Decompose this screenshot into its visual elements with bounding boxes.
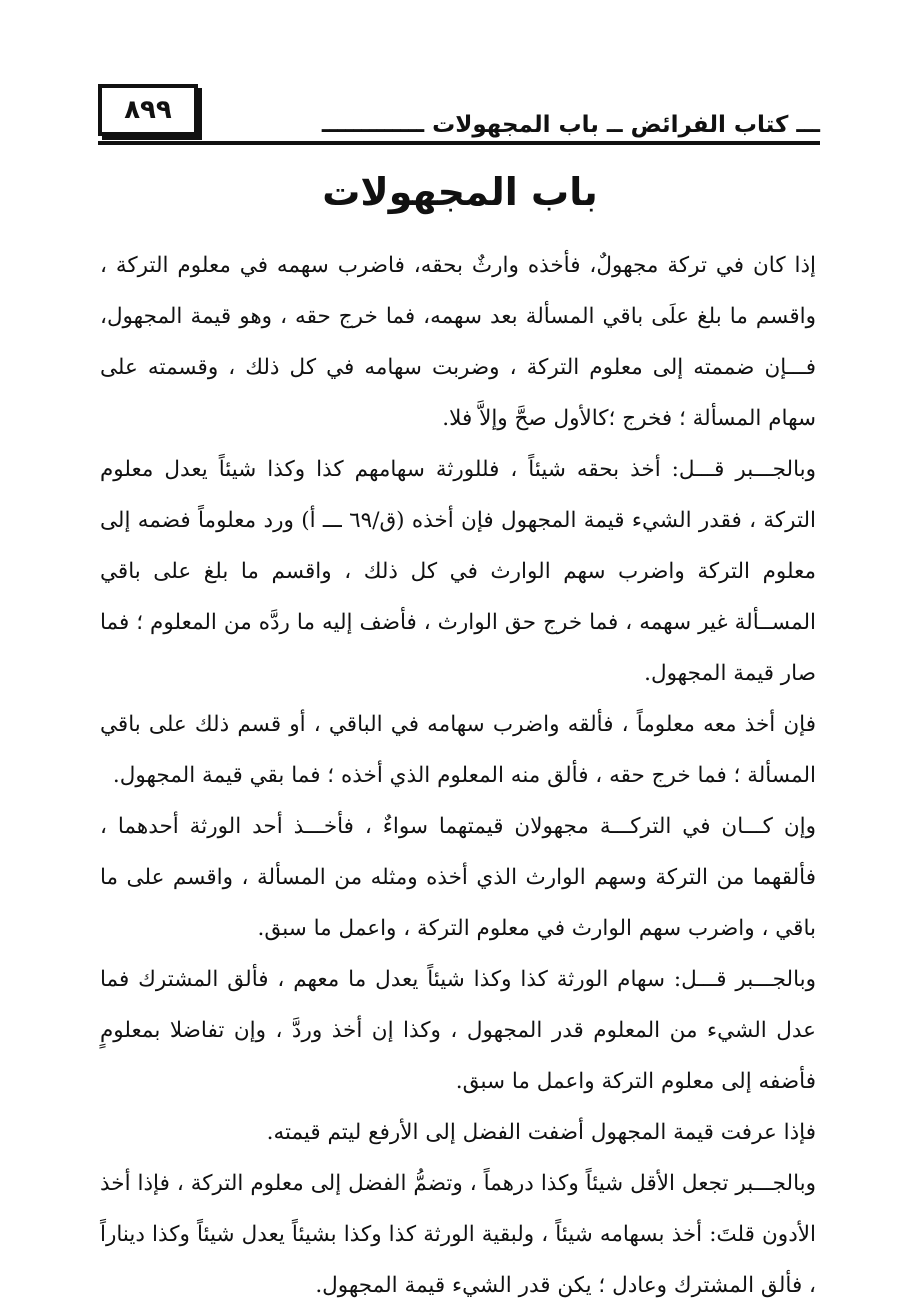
paragraph: إذا كان في تركة مجهولٌ، فأخذه وارثٌ بحقه، فاضرب سهمه في معلوم التركة ، واقسم ما بلغ علَى باقي المسألة بعد سهمه، فما خرج حقه ، وهو قيمة المجهول، فـــإن ضممته إلى معلوم التركة ، وضربت سهامه في كل ذلك ، وقسمته على سهام المسألة ؛ فخرج ؛كالأول صحَّ وإلاَّ فلا. (100, 253, 816, 431)
paragraph: وبالجـــبر قـــل: أخذ بحقه شيئاً ، فللورثة سهامهم كذا وكذا شيئاً يعدل معلوم التركة ، فقدر الشيء قيمة المجهول فإن أخذه (ق/٦٩ ـــ أ) ورد معلوماً فضمه إلى معلوم التركة واضرب سهم الوارث في كل ذلك ، واقسم ما بلغ على باقي المســألة غير سهمه ، فما خرج حق الوارث ، فأضف إليه ما ردَّه من المعلوم ؛ فما صار قيمة المجهول. (100, 457, 816, 686)
paragraph: وبالجـــبر تجعل الأقل شيئاً وكذا درهماً ، وتضمُّ الفضل إلى معلوم التركة ، فإذا أخذ الأدون قلتَ: أخذ بسهامه شيئاً ، ولبقية الورثة كذا وكذا بشيئاً يعدل شيئاً وكذا ديناراً ، فألق المشترك وعادل ؛ يكن قدر الشيء قيمة المجهول. (100, 1171, 816, 1298)
paragraph: وإن كـــان في التركـــة مجهولان قيمتهما سواءٌ ، فأخـــذ أحد الورثة أحدهما ، فألقهما من التركة وسهم الوارث الذي أخذه ومثله من المسألة ، واقسم على ما باقي ، واضرب سهم الوارث في معلوم التركة ، واعمل ما سبق. (100, 814, 816, 941)
chapter-title: باب المجهولات (322, 170, 598, 214)
page-number: ٨٩٩ (98, 84, 198, 136)
paragraph: فإن أخذ معه معلوماً ، فألقه واضرب سهامه في الباقي ، أو قسم ذلك على باقي المسألة ؛ فما خرج حقه ، فألق منه المعلوم الذي أخذه ؛ فما بقي قيمة المجهول. (100, 712, 816, 788)
body-text (100, 240, 816, 1311)
running-header: ـــ كتاب الفرائض ــ باب المجهولات ـــــــــــــ (321, 112, 820, 138)
paragraph: وبالجـــبر قـــل: سهام الورثة كذا وكذا شيئاً يعدل ما معهم ، فألق المشترك فما عدل الشيء من المعلوم قدر المجهول ، وكذا إن أخذ وردَّ ، وإن تفاضلا بمعلومٍ فأضفه إلى معلوم التركة واعمل ما سبق. (100, 967, 816, 1094)
header-rule (98, 141, 820, 145)
paragraph: فإذا عرفت قيمة المجهول أضفت الفضل إلى الأرفع ليتم قيمته. (266, 1120, 816, 1145)
